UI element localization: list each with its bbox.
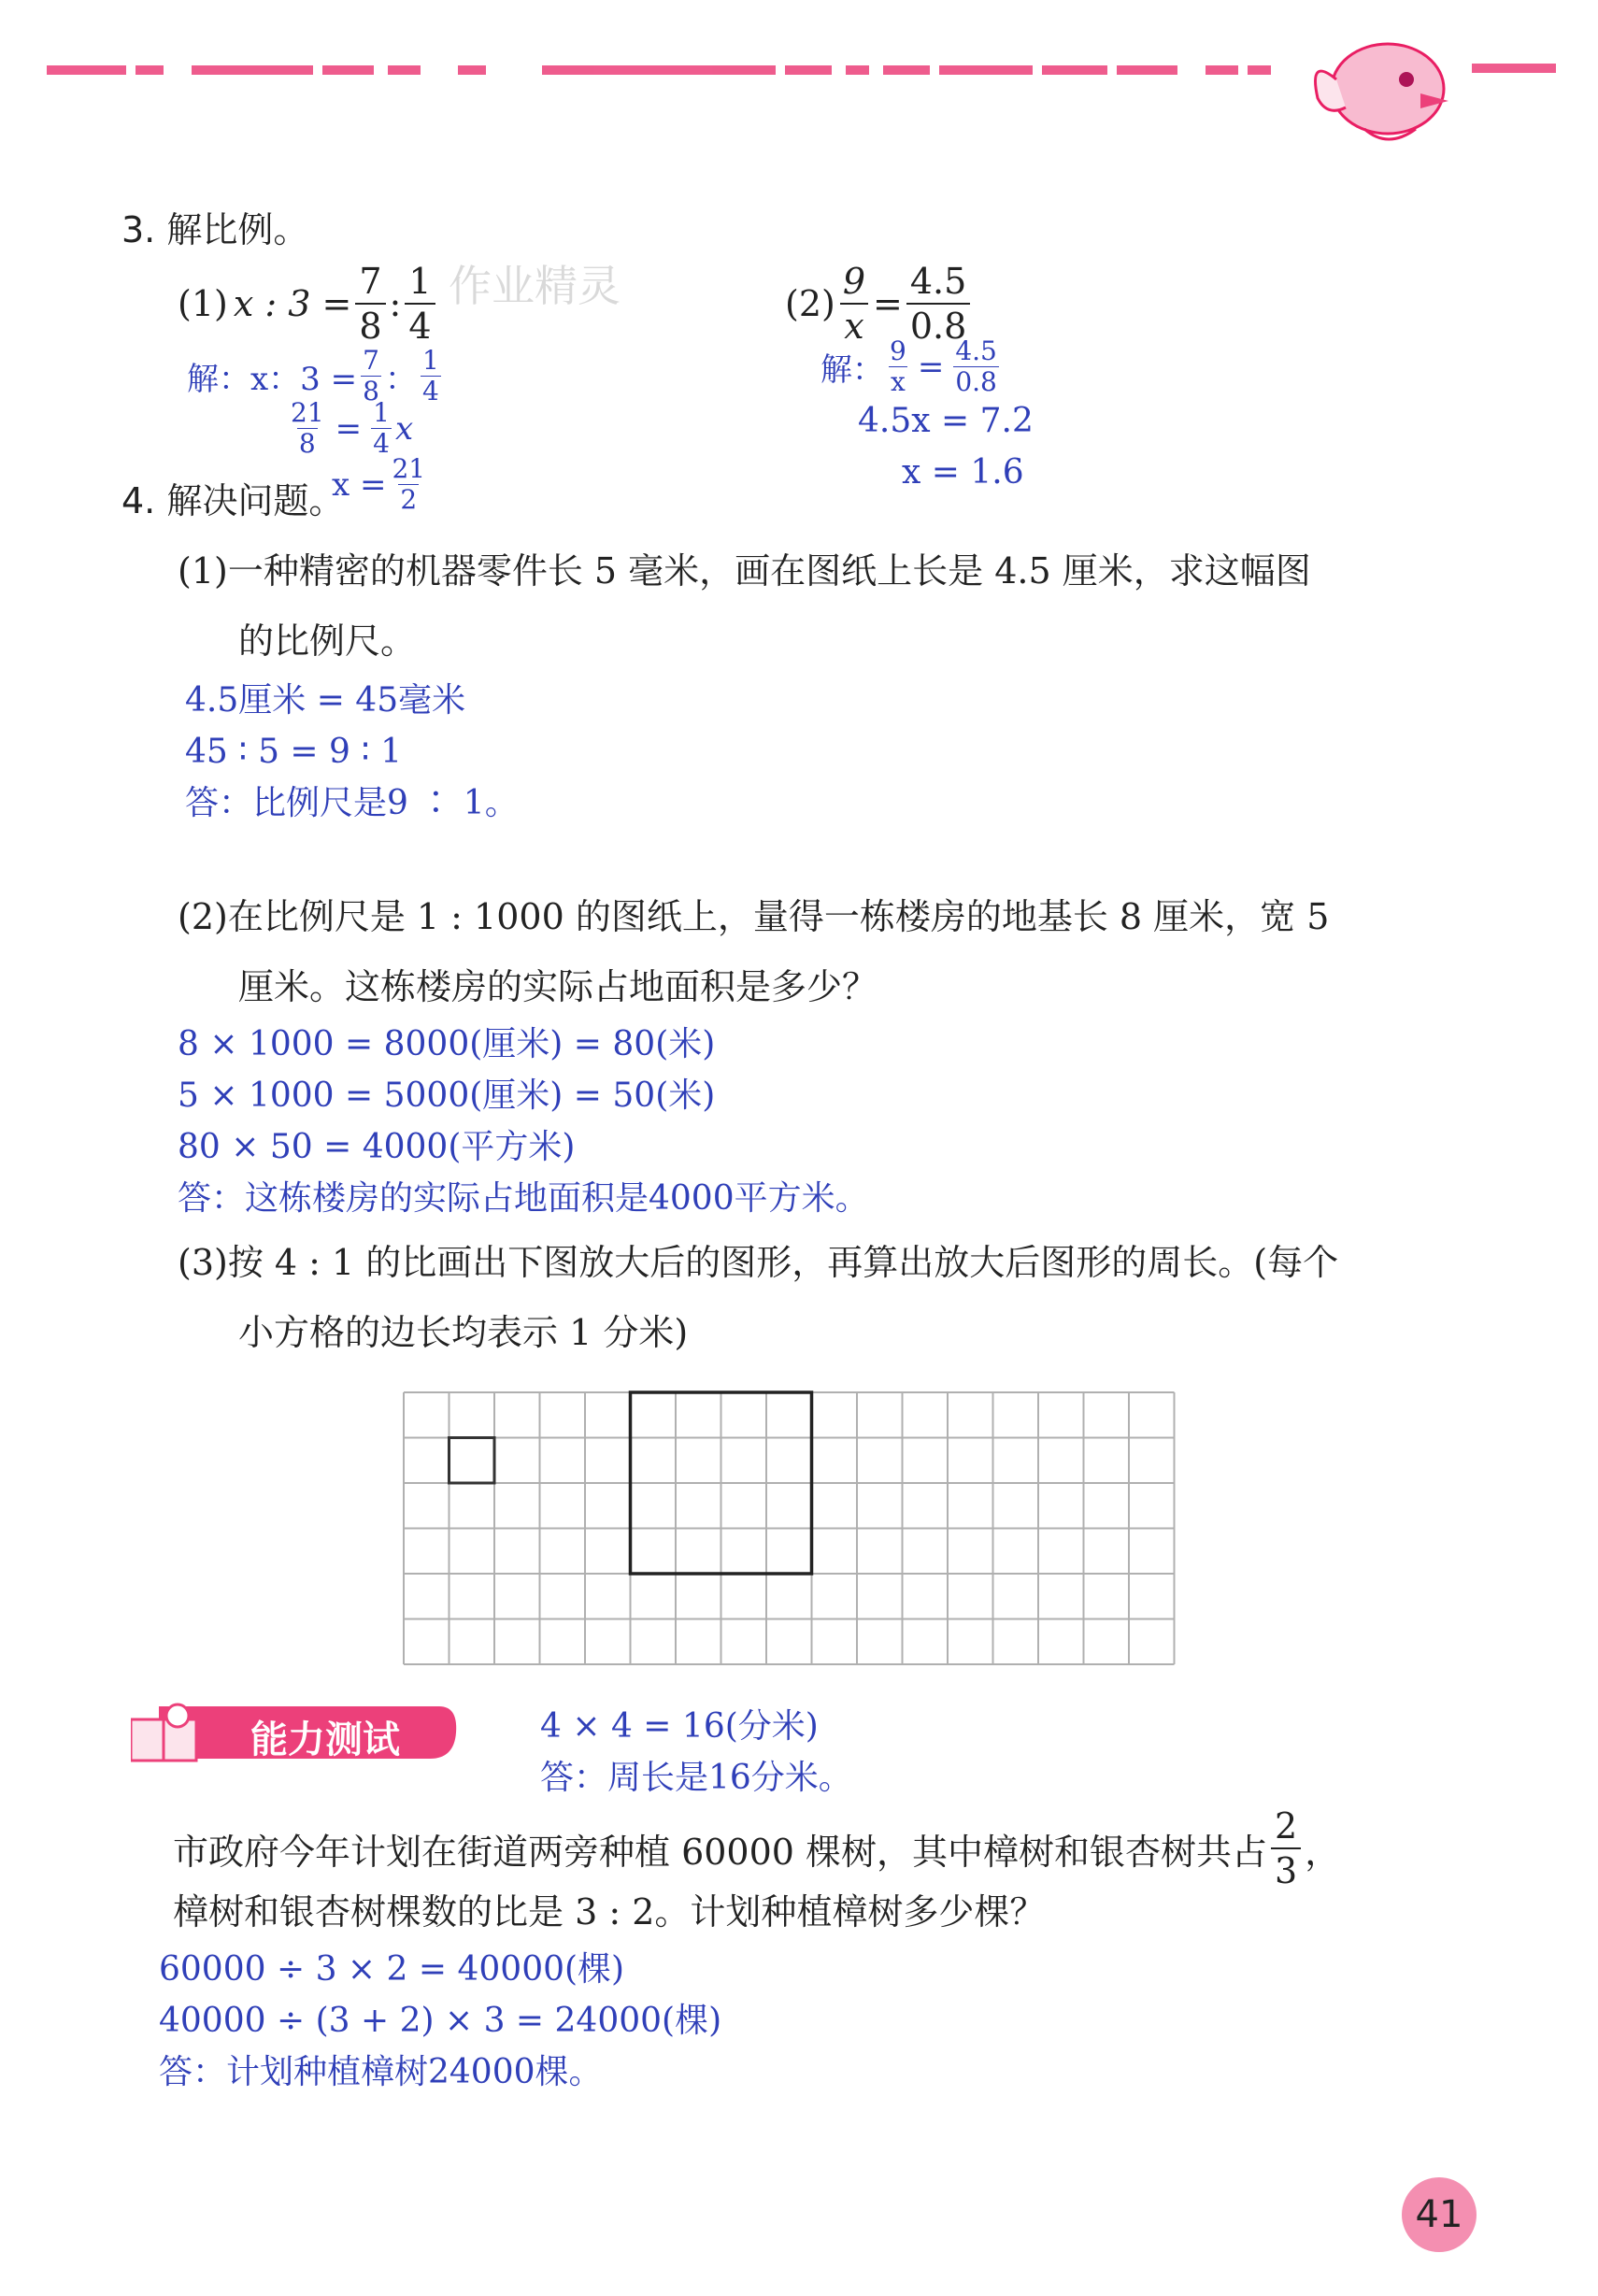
q3-p1-lhs: x : 3 =: [233, 283, 352, 324]
watermark: 作业精灵: [449, 261, 621, 311]
q4-a3: [540, 1701, 852, 1804]
q3-a1-l2-f1-num: 21: [291, 397, 324, 428]
q3-a2-l1-pre: 解：: [820, 351, 884, 389]
q3-p2-frac2-num: 4.5: [909, 261, 967, 302]
q3-a1-l1-f1-den: 8: [363, 376, 379, 406]
square-grid: [402, 1390, 1179, 1671]
q4-a2: [178, 1019, 869, 1224]
q3-p2-frac1-num: 9: [842, 261, 866, 302]
header-decoration: [0, 0, 1598, 168]
q3-a1-l1-pre: 解：x：3 =: [187, 361, 358, 398]
q3-p2-frac1-den: x: [840, 303, 867, 344]
q5-line1: [173, 1805, 1341, 1891]
q4-p2-line1: (2)在比例尺是 1 : 1000 的图纸上，量得一栋楼房的地基长 8 厘米，宽 5: [178, 896, 1330, 937]
q4-a2-line: 8 × 1000 = 8000(厘米) = 80(米): [178, 1025, 716, 1063]
q3-p1-label: (1): [178, 283, 228, 324]
q5-answer-line: 答：计划种植樟树24000棵。: [159, 2053, 603, 2091]
q4-p3-line1: (3)按 4 : 1 的比画出下图放大后的图形，再算出放大后图形的周长。(每个: [178, 1242, 1339, 1283]
q5-line1-post: ，: [1305, 1831, 1341, 1873]
q3-a2-l1-eq: =: [917, 348, 945, 386]
q5-line1-pre: 市政府今年计划在街道两旁种植 60000 棵树，其中樟树和银杏树共占: [173, 1831, 1268, 1873]
q4-a1-line: 45 ∶ 5 = 9 ∶ 1: [185, 733, 403, 771]
q3-a1-line1: [187, 345, 445, 406]
q3-p2-label: (2): [785, 283, 835, 324]
q4-a1: [185, 675, 519, 829]
q3-a2-line2: 4.5x = 7.2: [858, 402, 1034, 440]
q5-answer-line: 40000 ÷ (3 + 2) × 3 = 24000(棵): [159, 2002, 722, 2040]
q3-a1-line2: [285, 397, 414, 459]
q3-a1-l2-f2-den: 4: [373, 428, 390, 459]
q4-p1-line2: 的比例尺。: [238, 620, 417, 662]
q3-p2-eq: =: [873, 283, 903, 324]
q3-p1-colon: :: [389, 283, 402, 324]
q3-a1-l2-f1-den: 8: [298, 428, 316, 459]
q3-a1-l3-pre: x =: [332, 465, 387, 504]
q3-a1-l2-f2-num: 1: [373, 397, 390, 428]
q5-frac-num: 2: [1275, 1805, 1298, 1847]
q4-a3-line: 答：周长是16分米。: [540, 1759, 852, 1797]
q3-a1-l1-colon: ：: [384, 361, 417, 398]
q3-p2-frac2-den: 0.8: [906, 303, 970, 344]
q5-line2: 樟树和银杏树棵数的比是 3 : 2。计划种植樟树多少棵？: [173, 1891, 1046, 1932]
q3-p1-frac2-den: 4: [405, 303, 435, 344]
grid-svg: [402, 1390, 1179, 1667]
q4-a1-line: 答：比例尺是9 ∶ 1。: [185, 784, 519, 822]
q3-a1-l2-x: x: [394, 409, 414, 448]
q4-a2-line: 5 × 1000 = 5000(厘米) = 50(米): [178, 1077, 716, 1115]
q3-a2-line1: [820, 335, 1003, 397]
q3-a2-l1-f2-den: 0.8: [955, 366, 997, 397]
q3-title: 3. 解比例。: [121, 209, 309, 250]
q3-a2-l1-f2-num: 4.5: [955, 335, 997, 366]
q5-answer: [159, 1944, 721, 2098]
q3-problem-1: [178, 261, 439, 347]
q3-a1-l3-den: 2: [400, 484, 418, 515]
section-badge: [131, 1701, 463, 1764]
q4-a2-line: 答：这栋楼房的实际占地面积是4000平方米。: [178, 1179, 869, 1218]
q3-a2-l1-f1-num: 9: [890, 335, 906, 366]
section-badge-label: 能力测试: [250, 1718, 400, 1761]
q4-title: 4. 解决问题。: [121, 480, 345, 521]
page-number: 41: [1402, 2177, 1477, 2252]
q4-a2-line: 80 × 50 = 4000(平方米): [178, 1128, 576, 1166]
q4-p2-line2: 厘米。这栋楼房的实际占地面积是多少？: [238, 966, 878, 1007]
q3-p1-frac1-num: 7: [359, 261, 382, 302]
q4-p3-line2: 小方格的边长均表示 1 分米): [238, 1312, 689, 1353]
q4-p1-line1: (1)一种精密的机器零件长 5 毫米，画在图纸上长是 4.5 厘米，求这幅图: [178, 550, 1311, 592]
original-square: [449, 1438, 495, 1484]
q3-p1-frac1-den: 8: [355, 303, 385, 344]
q5-frac-den: 3: [1271, 1847, 1301, 1889]
q3-a1-l1-f2-num: 1: [421, 345, 439, 376]
q3-a1-l1-f2-den: 4: [421, 376, 439, 406]
bird-icon: [1316, 44, 1449, 139]
q5-answer-line: 60000 ÷ 3 × 2 = 40000(棵): [159, 1950, 625, 1989]
q3-p1-frac2-num: 1: [408, 261, 432, 302]
q4-a1-line: 4.5厘米 = 45毫米: [185, 681, 466, 720]
q3-a2-l1-f1-den: x: [891, 366, 906, 397]
q3-a1-line3: [332, 453, 431, 515]
q3-a1-l1-f1-num: 7: [363, 345, 379, 376]
q3-problem-2: [785, 261, 974, 347]
q3-a1-l2-eq: =: [335, 409, 363, 448]
q4-a3-line: 4 × 4 = 16(分米): [540, 1707, 819, 1746]
q3-a1-l3-num: 21: [392, 453, 426, 484]
q3-a2-line3: x = 1.6: [902, 453, 1024, 492]
